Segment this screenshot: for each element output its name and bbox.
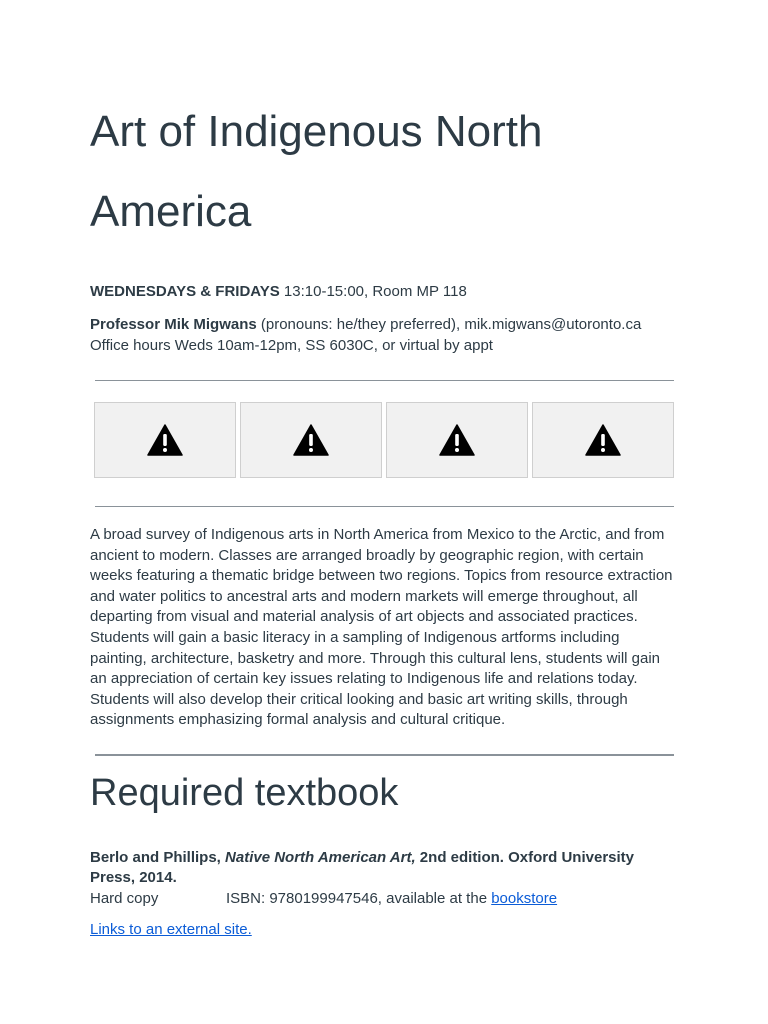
warning-icon [585,424,621,456]
warning-icon [147,424,183,456]
divider [95,380,674,381]
course-description: A broad survey of Indigenous arts in North America from Mexico to the Arctic, and from ancient to modern. Classes are arranged broadly by geographic region, with certain weeks featuring a thematic bridge between two regions. Topics from resource extraction and water politics to ancestral arts and modern markets will emerge throughout, all departing from visual and material analysis of art objects and associated practices. Students will gain a basic literacy in a sampling of Indigenous artforms including painting, architecture, basketry and more. Through this cultural lens, students will gain an appreciation of certain key issues relating to Indigenous life and relations today. Students will also develop their critical looking and basic art writing skills, through assignments emphasizing formal analysis and cultural critique. [90,526,673,729]
broken-image-2 [240,402,382,478]
external-link-row [90,920,678,940]
bookstore-link[interactable]: bookstore [491,889,558,907]
page-title: Art of Indigenous North America [90,107,543,236]
schedule-time-room: 13:10-15:00, Room MP 118 [279,283,467,300]
professor-info [90,314,678,356]
isbn-value: ISBN: 9780199947546, available at the [226,889,492,907]
section-divider [95,754,674,756]
broken-image-3 [386,402,528,478]
warning-icon [293,424,329,456]
external-site-link[interactable]: Links to an external site. [90,921,252,939]
citation-line [90,848,678,889]
isbn-text [226,889,557,910]
professor-name: Professor Mik Migwans [90,316,257,333]
broken-image-1 [94,402,236,478]
section-heading-textbook: Required textbook [90,771,399,814]
professor-details: (pronouns: he/they preferred), mik.migwans@utoronto.ca [256,316,642,333]
schedule-line [90,282,678,302]
broken-image-4 [532,402,674,478]
citation-authors: Berlo and Phillips, [90,848,226,866]
textbook-availability [90,889,678,910]
citation-edition: 2nd edition. Oxford University Press, 2014. [90,848,635,887]
warning-icon [439,424,475,456]
schedule-days: WEDNESDAYS & FRIDAYS [90,283,280,300]
divider [95,506,674,507]
textbook-citation [90,848,678,910]
office-hours: Office hours Weds 10am-12pm, SS 6030C, or virtual by appt [90,337,493,354]
image-strip [94,402,674,478]
format-label: Hard copy [90,889,159,907]
citation-book-title: Native North American Art, [225,848,416,866]
